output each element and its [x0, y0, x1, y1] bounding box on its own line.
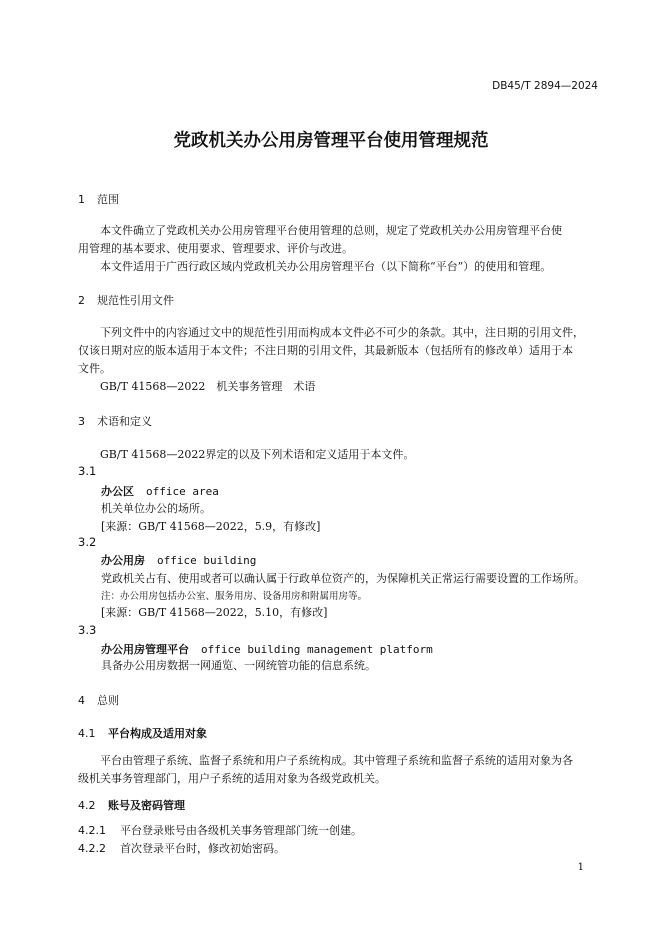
- term-name-en: office building: [157, 554, 257, 567]
- term-definition: 党政机关占有、使用或者可以确认属于行政单位资产的，为保障机关正常运行需要设置的工作场所。: [101, 572, 585, 585]
- section-1-heading: [78, 191, 119, 207]
- term-name: [101, 483, 219, 499]
- subsection-4-1-heading: [78, 725, 207, 741]
- standard-code: DB45/T 2894—2024: [492, 80, 598, 92]
- subsection-title: 平台构成及适用对象: [108, 727, 207, 740]
- subsection-number: 4.1: [78, 727, 96, 740]
- term-note: 注：办公用房包括办公室、服务用房、设备用房和附属用房等。: [101, 591, 368, 602]
- paragraph-line: 平台由管理子系统、监督子系统和用户子系统构成。其中管理子系统和监督子系统的适用对象为各: [100, 754, 573, 767]
- subsection-number: 4.2: [78, 799, 96, 812]
- paragraph-line: 本文件适用于广西行政区域内党政机关办公用房管理平台（以下简称“平台”）的使用和管理。: [100, 260, 552, 273]
- document-title: 党政机关办公用房管理平台使用管理规范: [173, 131, 489, 151]
- section-number: 3: [78, 415, 85, 428]
- paragraph-line: 本文件确立了党政机关办公用房管理平台使用管理的总则，规定了党政机关办公用房管理平台使: [100, 224, 562, 237]
- term-name-zh: 办公用房管理平台: [101, 643, 189, 656]
- paragraph-line: 级机关事务管理部门，用户子系统的适用对象为各级党政机关。: [78, 772, 386, 785]
- term-source: [来源：GB/T 41568—2022，5.10，有修改]: [101, 606, 328, 619]
- clause-text: 平台登录账号由各级机关事务管理部门统一创建。: [120, 824, 362, 837]
- term-name: [101, 552, 256, 568]
- section-number: 4: [78, 694, 85, 707]
- term-number: 3.3: [78, 623, 97, 637]
- section-title: 范围: [97, 193, 119, 206]
- paragraph-line: 下列文件中的内容通过文中的规范性引用而构成本文件必不可少的条款。其中，注日期的引用文件，: [100, 326, 584, 339]
- clause-number: 4.2.2: [78, 842, 106, 855]
- terms-intro: GB/T 41568—2022界定的以及下列术语和定义适用于本文件。: [100, 448, 415, 461]
- section-number: 1: [78, 193, 85, 206]
- section-3-heading: [78, 413, 152, 429]
- term-definition: 机关单位办公的场所。: [101, 502, 211, 515]
- clause-number: 4.2.1: [78, 824, 106, 837]
- term-number: 3.1: [78, 464, 97, 478]
- paragraph-line: 文件。: [78, 362, 111, 375]
- term-number: 3.2: [78, 535, 97, 549]
- section-title: 规范性引用文件: [97, 294, 174, 307]
- subsection-4-2-heading: [78, 797, 185, 813]
- term-name-en: office area: [146, 485, 219, 498]
- term-name: [101, 641, 433, 657]
- paragraph-line: 用管理的基本要求、使用要求、管理要求、评价与改进。: [78, 242, 353, 255]
- section-2-heading: [78, 292, 174, 308]
- section-4-heading: [78, 692, 119, 708]
- normative-reference: GB/T 41568—2022 机关事务管理 术语: [100, 380, 316, 393]
- clause-text: 首次登录平台时，修改初始密码。: [120, 842, 285, 855]
- page-number: 1: [577, 862, 584, 873]
- section-number: 2: [78, 294, 85, 307]
- term-source: [来源：GB/T 41568—2022，5.9，有修改]: [101, 520, 321, 533]
- term-name-en: office building management platform: [201, 643, 433, 656]
- term-definition: 具备办公用房数据一网通览、一网统管功能的信息系统。: [101, 659, 376, 672]
- term-name-zh: 办公区: [101, 485, 134, 498]
- paragraph-line: 仅该日期对应的版本适用于本文件；不注日期的引用文件，其最新版本（包括所有的修改单）适用于本: [78, 344, 573, 357]
- clause-4-2-2: [78, 840, 285, 856]
- section-title: 总则: [97, 694, 119, 707]
- subsection-title: 账号及密码管理: [108, 799, 185, 812]
- clause-4-2-1: [78, 822, 362, 838]
- term-name-zh: 办公用房: [101, 554, 145, 567]
- section-title: 术语和定义: [97, 415, 152, 428]
